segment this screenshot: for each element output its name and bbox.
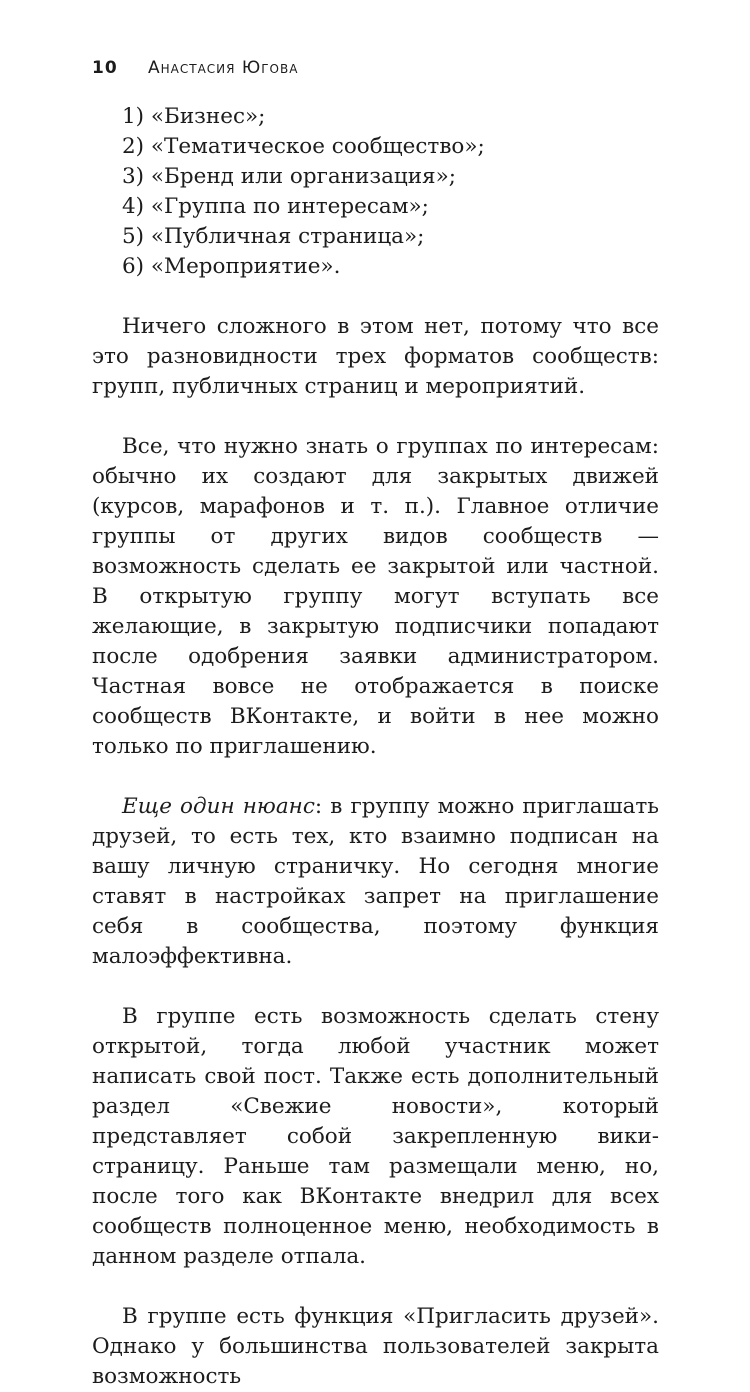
list-item: 3) «Бренд или организация»;	[122, 164, 457, 189]
running-header	[92, 58, 298, 78]
page-number: 10	[92, 58, 118, 78]
paragraph-groups: Все, что нужно знать о группах по интересам: обычно их создают для закрытых движей (курсов, марафонов и т. п.). Главное отличие группы от других видов сообществ — возможность сделать ее закрытой или частной. В открытую группу могут вступать все желающие, в закрытую подписчики попадают после одобрения заявки администратором. Частная вовсе не отображается в поиске сообществ ВКонтакте, и войти в нее можно только по приглашению.	[92, 434, 659, 759]
paragraph-formats: Ничего сложного в этом нет, потому что все это разновидности трех форматов сообществ: групп, публичных страниц и мероприятий.	[92, 314, 659, 399]
list-item: 2) «Тематическое сообщество»;	[122, 134, 485, 159]
community-type-list	[122, 102, 659, 282]
paragraph-wall: В группе есть возможность сделать стену открытой, тогда любой участник может написать свой пост. Также есть дополнительный раздел «Свежие новости», который представляет собой закрепленную вики-страницу. Раньше там размещали меню, но, после того как ВКонтакте внедрил для всех сообществ полноценное меню, необходимость в данном разделе отпала.	[92, 1004, 659, 1269]
body-text	[92, 102, 659, 1392]
author-name: Анастасия Югова	[148, 58, 299, 78]
list-item: 5) «Публичная страница»;	[122, 224, 425, 249]
nuance-text: : в группу можно приглашать друзей, то есть тех, кто взаимно подписан на вашу личную страничку. Но сегодня многие ставят в настройках запрет на приглашение себя в сообщества, поэтому функция малоэффективна.	[92, 794, 659, 969]
list-item: 6) «Мероприятие».	[122, 254, 341, 279]
list-item: 1) «Бизнес»;	[122, 104, 266, 129]
list-item: 4) «Группа по интересам»;	[122, 194, 429, 219]
paragraph-invite: В группе есть функция «Пригласить друзей». Однако у большинства пользователей закрыта возможность	[92, 1304, 659, 1389]
nuance-emphasis: Еще один нюанс	[122, 794, 315, 819]
paragraph-nuance	[92, 792, 659, 972]
